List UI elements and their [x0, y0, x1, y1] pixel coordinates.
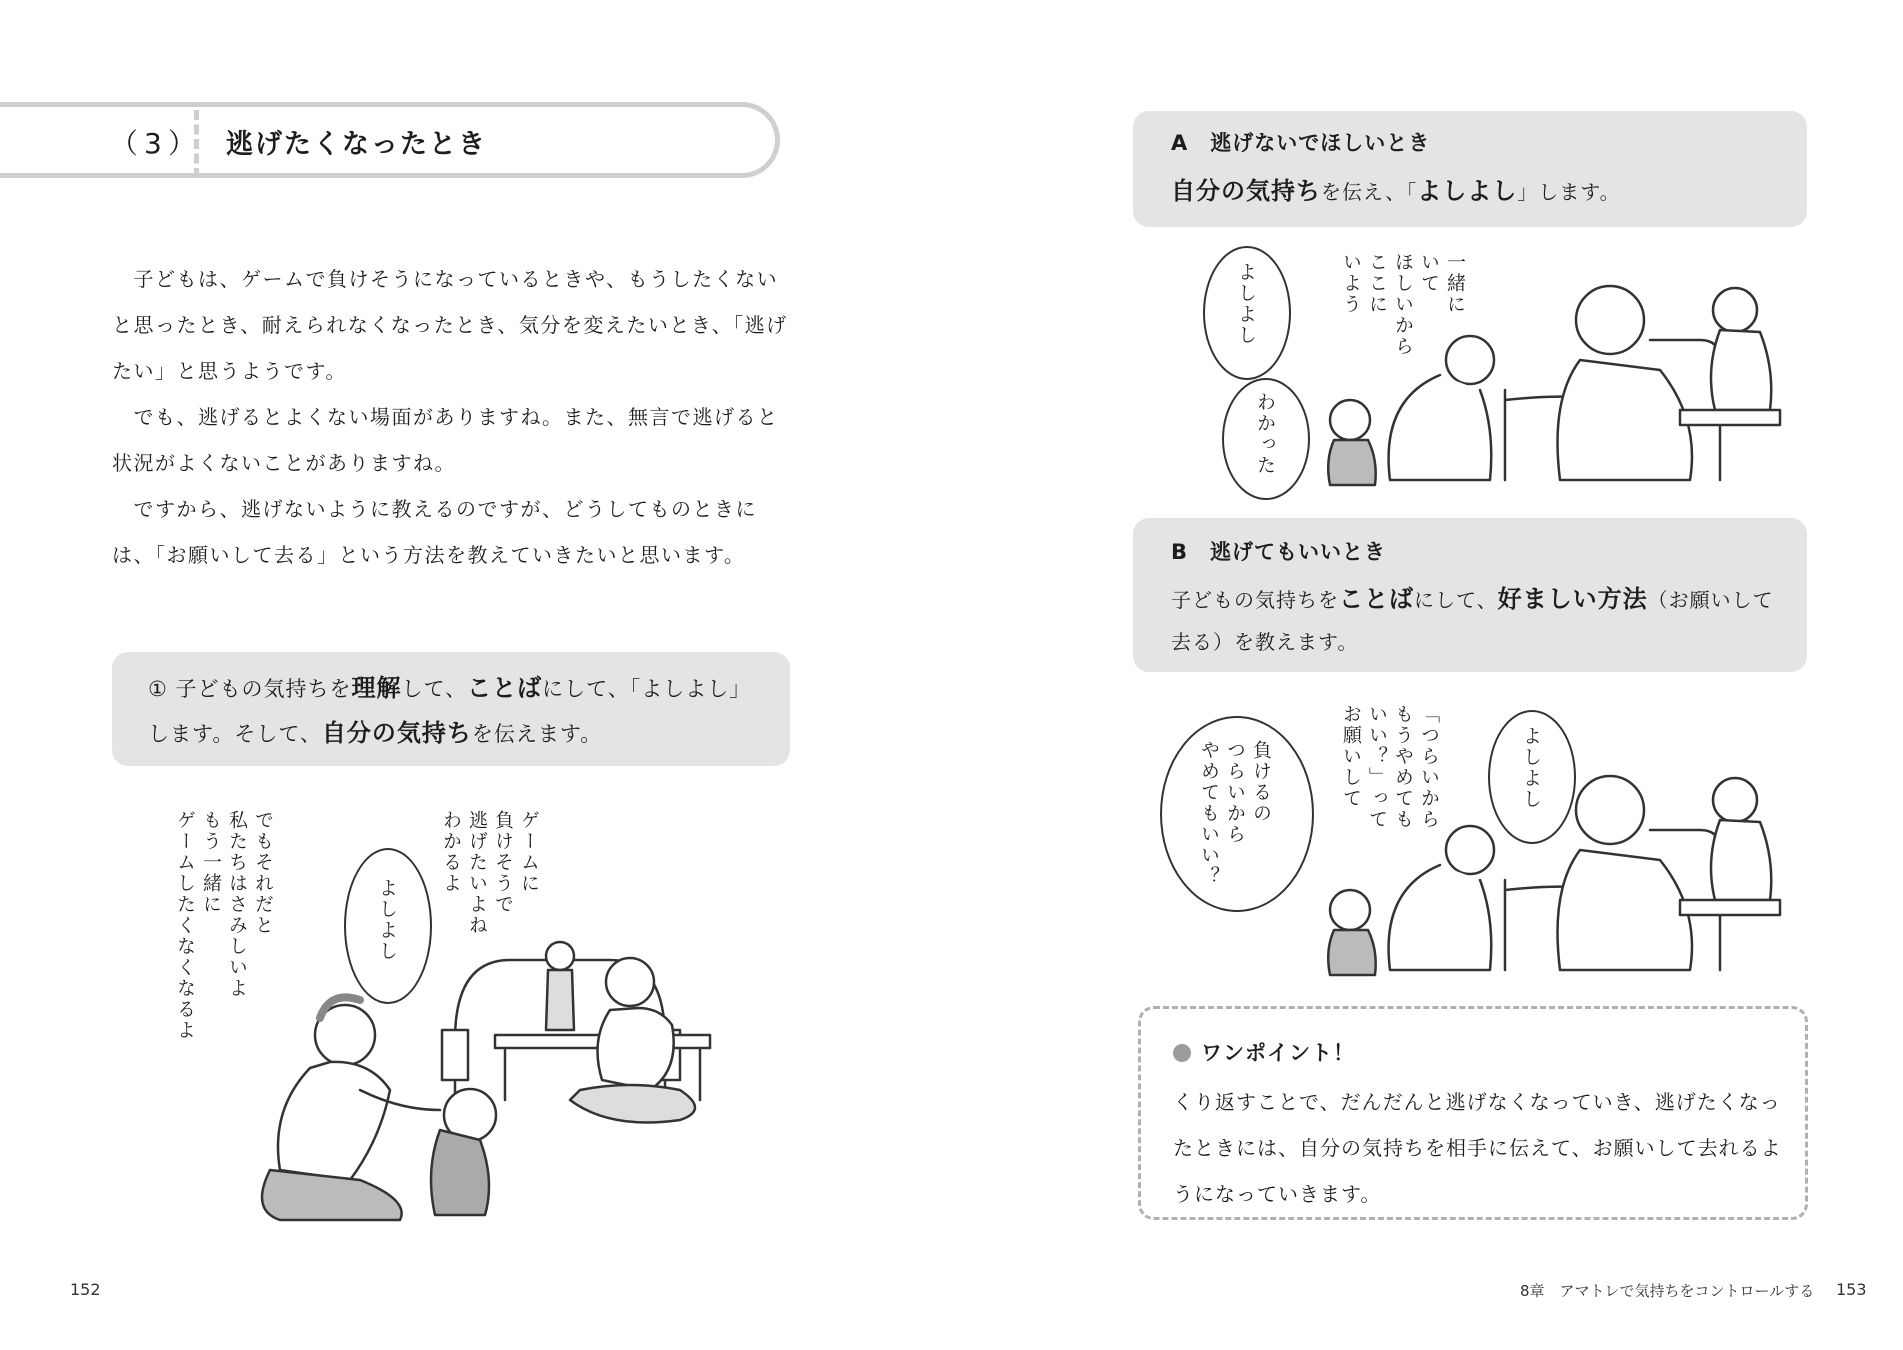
box-a-text: 自分の気持ちを伝え、「よしよし」します。 — [1171, 177, 1621, 205]
step-one-box — [112, 652, 790, 766]
box-a — [1133, 111, 1807, 227]
section-title: 逃げたくなったとき — [226, 129, 487, 160]
paragraph-2: でも、逃げるとよくない場面がありますね。また、無言で逃げると状況がよくないことがありますね。 — [112, 405, 779, 475]
footer-chapter: 8章 アマトレで気持ちをコントロールする — [1520, 1282, 1815, 1300]
page-number-right: 153 — [1836, 1280, 1867, 1299]
body-text — [112, 256, 792, 578]
speech-mother: でもそれだと 私たちはさみしいよ もう一緒に ゲームしたくなくなるよ — [174, 810, 274, 1041]
paragraph-1: 子どもは、ゲームで負けそうになっているときや、もうしたくないと思ったとき、耐えられなくなったとき、気分を変えたいとき、「逃げたい」と思うようです。 — [112, 267, 788, 383]
bullet-dot-icon — [1173, 1044, 1191, 1062]
bubble-text-yoshiyoshi: よしよし — [376, 878, 398, 962]
page-number-left: 152 — [70, 1280, 101, 1299]
paragraph-3: ですから、逃げないように教えるのですが、どうしてものときには、「お願いして去る」という方法を教えていきたいと思います。 — [112, 497, 757, 567]
section-divider — [194, 110, 199, 178]
box-b-text: 子どもの気持ちをことばにして、好ましい方法（お願いして去る）を教えます。 — [1171, 585, 1774, 654]
box-a-heading: A 逃げないでほしいとき — [1171, 131, 1431, 155]
speech-a-adult: 一緒に いて ほしいから ここに いよう — [1340, 252, 1466, 357]
family-game-illustration — [210, 930, 750, 1230]
illustration-a — [1320, 280, 1790, 490]
speech-b-adult: 「つらいから もうやめても いい？」って お願いして — [1340, 704, 1440, 830]
bubble-a-yoshiyoshi-text: よしよし — [1235, 262, 1257, 346]
one-point-title: ワンポイント！ — [1173, 1037, 1355, 1067]
box-b — [1133, 518, 1807, 672]
illustration-b — [1320, 770, 1790, 980]
speech-father: ゲームに 負けそうで 逃げたいよね わかるよ — [440, 810, 540, 936]
bubble-b-child-text: 負けるの つらいから やめてもいい？ — [1198, 740, 1272, 887]
one-point-body: くり返すことで、だんだんと逃げなくなっていき、逃げたくなったときには、自分の気持ちを相手に伝えて、お願いして去れるようになっていきます。 — [1173, 1090, 1782, 1206]
section-number: （3） — [110, 127, 202, 160]
step-one-text: ① 子どもの気持ちを理解して、ことばにして、「よしよし」します。そして、自分の気持ちを伝えます。 — [148, 674, 752, 747]
box-b-heading: B 逃げてもいいとき — [1171, 540, 1387, 564]
bubble-a-child-text: わかった — [1254, 392, 1276, 476]
bubble-b-yoshiyoshi-text: よしよし — [1520, 726, 1542, 810]
one-point-box — [1138, 1006, 1808, 1220]
